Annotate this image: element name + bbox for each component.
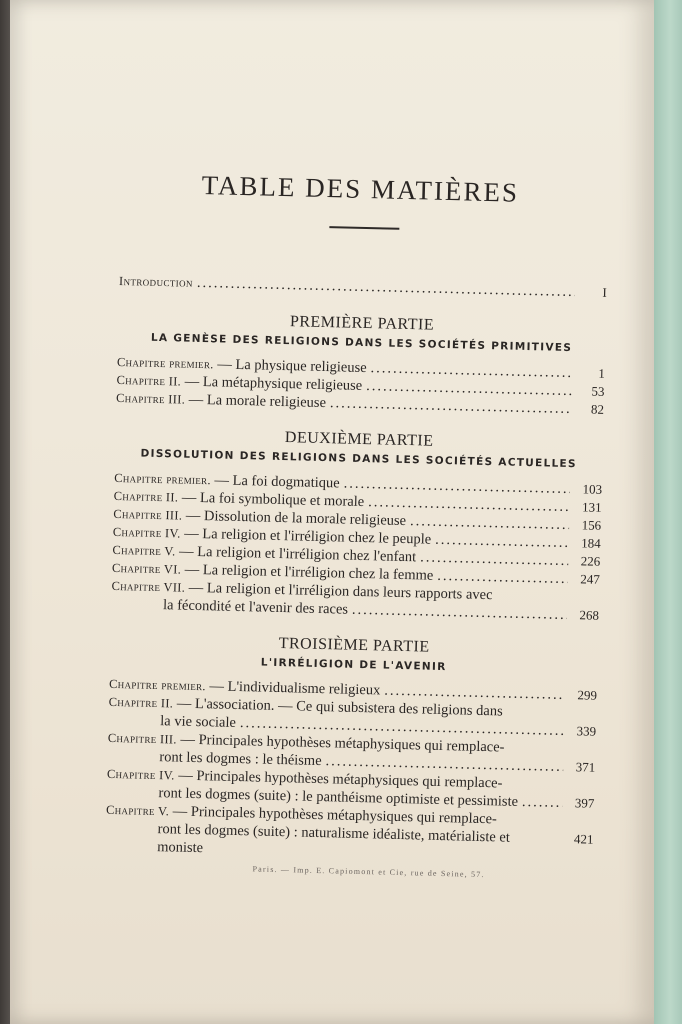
chapter-label: Chapitre III. bbox=[115, 390, 186, 407]
chapter-label: Chapitre premier. bbox=[108, 676, 206, 694]
chapter-page: 131 bbox=[581, 499, 602, 515]
chapter-label: Chapitre II. bbox=[116, 372, 182, 389]
chapter-page: 1 bbox=[598, 365, 606, 381]
chapter-label: Chapitre premier. bbox=[116, 354, 214, 372]
chapter-title-continuation: ront les dogmes (suite) : naturalisme idéaliste, matérialiste et moniste bbox=[156, 821, 511, 857]
chapter-label: Chapitre VII. bbox=[111, 578, 186, 595]
introduction-label: Introduction bbox=[118, 273, 194, 290]
chapter-label: Chapitre IV. bbox=[106, 766, 175, 783]
chapter-title-continuation: la vie sociale bbox=[160, 713, 237, 731]
chapter-title: — La foi symbolique et morale bbox=[178, 489, 365, 511]
part-section bbox=[116, 309, 606, 419]
part-section bbox=[111, 425, 603, 625]
leader-dots bbox=[352, 602, 567, 624]
chapter-page: 371 bbox=[575, 759, 596, 775]
chapter-title: — La religion et l'irréligion chez le peuple bbox=[180, 525, 432, 548]
toc-introduction bbox=[119, 273, 607, 303]
chapter-label: Chapitre II. bbox=[113, 488, 179, 505]
chapter-title: — L'individualisme religieux bbox=[205, 678, 381, 699]
part-title: PREMIÈRE PARTIE bbox=[289, 313, 435, 334]
chapter-title: — Principales hypothèses métaphysiques qui remplace- bbox=[168, 803, 498, 828]
leader-dots bbox=[435, 532, 569, 552]
chapter-title: — La religion et l'irréligion dans leurs rapports avec bbox=[184, 579, 493, 604]
leader-dots bbox=[420, 549, 569, 570]
chapter-title: — La morale religieuse bbox=[184, 391, 327, 412]
chapter-title: — La métaphysique religieuse bbox=[180, 373, 363, 394]
chapter-label: Chapitre V. bbox=[105, 802, 170, 819]
chapter-page: 53 bbox=[591, 383, 605, 399]
leader-dots bbox=[197, 275, 575, 301]
chapter-title: — La religion et l'irréligion chez l'enfant bbox=[175, 543, 417, 566]
part-subtitle: DISSOLUTION DES RELIGIONS DANS LES SOCIÉTÉS ACTUELLES bbox=[140, 447, 577, 471]
chapter-title: — Principales hypothèses métaphysiques qui remplace- bbox=[176, 731, 505, 756]
chapter-title: — Dissolution de la morale religieuse bbox=[182, 507, 407, 530]
next-page-edge bbox=[652, 0, 682, 1024]
leader-dots bbox=[522, 794, 563, 812]
chapter-label: Chapitre V. bbox=[112, 542, 176, 559]
title-rule bbox=[329, 226, 399, 230]
part-title: DEUXIÈME PARTIE bbox=[284, 429, 434, 450]
table-of-contents bbox=[105, 158, 610, 882]
chapter-page: 184 bbox=[581, 535, 601, 551]
chapter-page: 397 bbox=[574, 795, 595, 811]
chapter-label: Chapitre III. bbox=[113, 506, 183, 523]
book-page bbox=[10, 0, 654, 1024]
chapter-page: 247 bbox=[580, 571, 601, 587]
chapter-title-continuation: la fécondité et l'avenir des races bbox=[162, 597, 349, 618]
printer-imprint: Paris. — Imp. E. Capiomont et Cie, rue de Seine, 57. bbox=[252, 864, 485, 880]
part-subtitle: L'IRRÉLIGION DE L'AVENIR bbox=[260, 656, 447, 674]
chapter-label: Chapitre III. bbox=[107, 730, 177, 747]
chapter-title-continuation: ront les dogmes (suite) : le panthéisme optimiste et pessimiste bbox=[158, 785, 519, 810]
page-title: TABLE DES MATIÈRES bbox=[201, 169, 520, 208]
chapter-label: Chapitre premier. bbox=[114, 470, 212, 488]
chapter-page: 299 bbox=[577, 687, 598, 703]
introduction-page: I bbox=[602, 284, 608, 300]
chapter-label: Chapitre II. bbox=[108, 694, 174, 711]
chapter-page: 339 bbox=[576, 723, 597, 739]
chapter-title: — La physique religieuse bbox=[213, 356, 367, 377]
part-subtitle: LA GENÈSE DES RELIGIONS DANS LES SOCIÉTÉS PRIMITIVES bbox=[150, 331, 573, 355]
chapter-title-continuation: ront les dogmes : le théisme bbox=[159, 749, 322, 770]
chapter-page: 226 bbox=[580, 553, 601, 569]
chapter-title: — La religion et l'irréligion chez la femme bbox=[180, 561, 434, 584]
chapter-page: 82 bbox=[590, 401, 605, 417]
chapter-page: 421 bbox=[573, 831, 594, 847]
chapter-page: 268 bbox=[579, 607, 600, 623]
chapter-label: Chapitre IV. bbox=[112, 524, 181, 541]
chapter-title: — L'association. — Ce qui subsistera des religions dans bbox=[173, 695, 503, 720]
chapter-title: — Principales hypothèses métaphysiques qui remplace- bbox=[174, 767, 503, 792]
chapter-label: Chapitre VI. bbox=[111, 560, 182, 577]
chapter-title: — La foi dogmatique bbox=[210, 472, 340, 492]
chapter-page: 156 bbox=[581, 517, 602, 533]
chapter-page: 103 bbox=[582, 481, 603, 497]
part-section bbox=[105, 631, 598, 857]
part-title: TROISIÈME PARTIE bbox=[278, 634, 430, 656]
